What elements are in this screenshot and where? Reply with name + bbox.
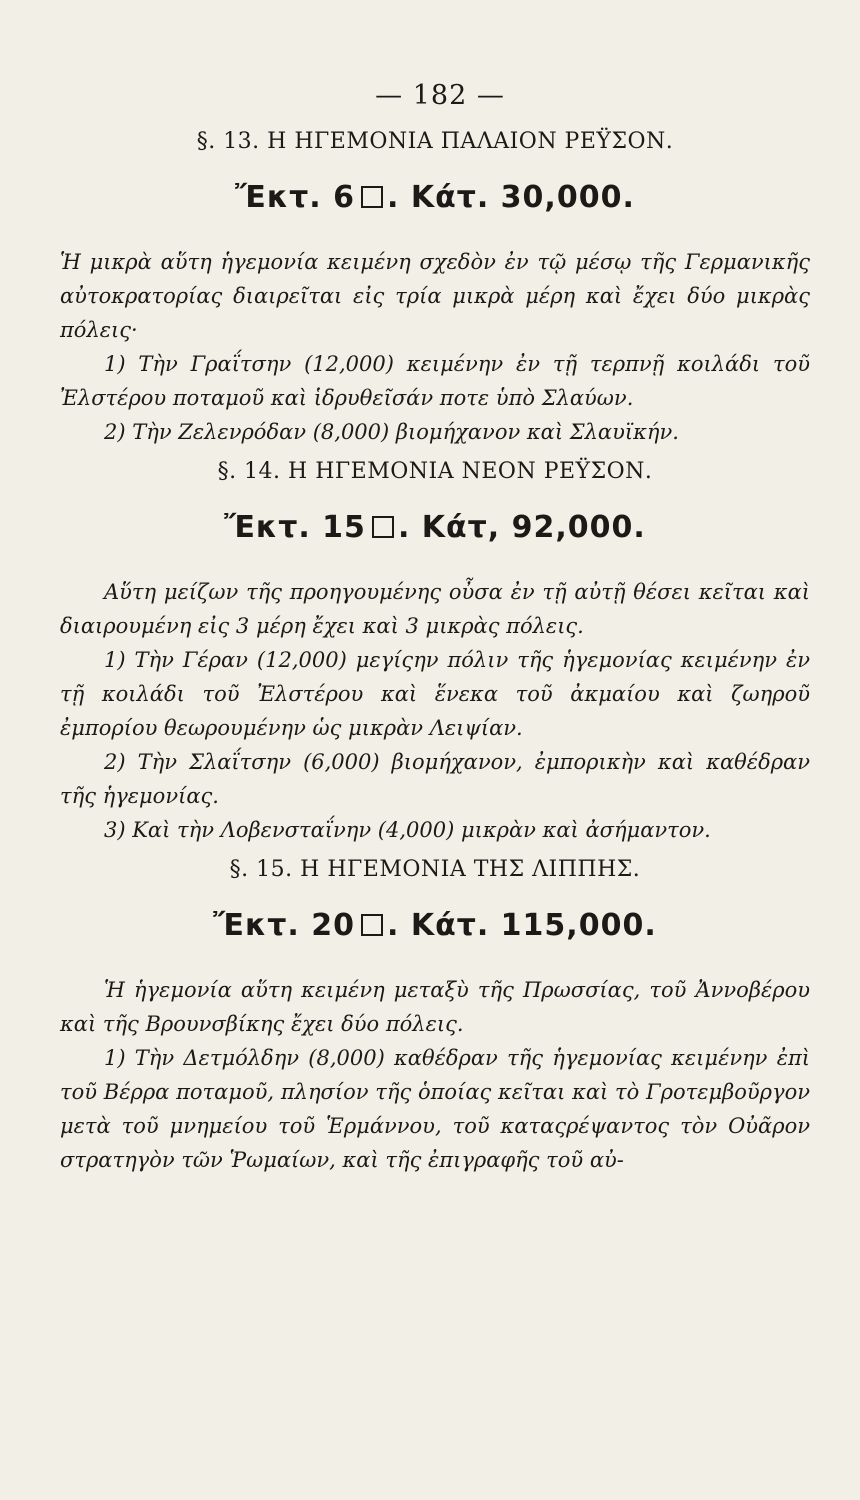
area-population-line xyxy=(60,180,810,215)
population-label: . Κάτ. 30,000. xyxy=(387,180,635,215)
area-population-line xyxy=(60,908,810,943)
paragraph: Αὕτη μείζων τῆς προηγουμένης οὖσα ἐν τῇ αὐτῇ θέσει κεῖται καὶ διαιρουμένη εἰς 3 μέρη ἔχει καὶ 3 μικρὰς πόλεις. xyxy=(60,580,810,638)
area-label: Ἔκτ. 6 xyxy=(235,180,355,215)
page-number: — 182 — xyxy=(375,80,505,111)
section-title: §. 13. Η ΗΓΕΜΟΝΙΑ ΠΑΛΑΙΟΝ ΡΕΫΣΟΝ. xyxy=(196,129,674,154)
section-15 xyxy=(60,857,810,1177)
paragraph: 2) Τὴν Σλαΐτσην (6,000) βιομήχανον, ἐμπορικὴν καὶ καθέδραν τῆς ἡγεμονίας. xyxy=(60,750,810,808)
area-label: Ἔκτ. 20 xyxy=(213,908,355,943)
area-label: Ἔκτ. 15 xyxy=(224,510,366,545)
section-title: §. 15. Η ΗΓΕΜΟΝΙΑ ΤΗΣ ΛΙΠΠΗΣ. xyxy=(229,857,641,882)
section-13 xyxy=(60,129,810,449)
section-14 xyxy=(60,459,810,847)
paragraph: 1) Τὴν Γραΐτσην (12,000) κειμένην ἐν τῇ τερπνῇ κοιλάδι τοῦ Ἐλστέρου ποταμοῦ καὶ ἱδρυθεῖσάν ποτε ὑπὸ Σλαύων. xyxy=(60,352,810,410)
paragraph: 2) Τὴν Ζελενρόδαν (8,000) βιομήχανον καὶ Σλαυϊκήν. xyxy=(104,420,679,444)
square-unit-icon xyxy=(372,516,394,538)
paragraph: 1) Τὴν Γέραν (12,000) μεγίςην πόλιν τῆς ἡγεμονίας κειμένην ἐν τῇ κοιλάδι τοῦ Ἐλστέρου καὶ ἕνεκα τοῦ ἀκμαίου καὶ ζωηροῦ ἐμπορίου θεωρουμένην ὡς μικρὰν Λειψίαν. xyxy=(60,648,810,740)
paragraph: Ἡ μικρὰ αὕτη ἡγεμονία κειμένη σχεδὸν ἐν τῷ μέσῳ τῆς Γερμανικῆς αὐτοκρατορίας διαιρεῖται εἰς τρία μικρὰ μέρη καὶ ἔχει δύο μικρὰς πόλεις· xyxy=(60,250,810,342)
paragraph: 3) Καὶ τὴν Λοβενσταΐνην (4,000) μικρὰν καὶ ἀσήμαντον. xyxy=(104,818,711,842)
paragraph: Ἡ ἡγεμονία αὕτη κειμένη μεταξὺ τῆς Πρωσσίας, τοῦ Ἀννοβέρου καὶ τῆς Βρουνσβίκης ἔχει δύο πόλεις. xyxy=(60,978,810,1036)
area-population-line xyxy=(60,510,810,545)
population-label: . Κάτ, 92,000. xyxy=(397,510,646,545)
paragraph: 1) Τὴν Δετμόλδην (8,000) καθέδραν τῆς ἡγεμονίας κειμένην ἐπὶ τοῦ Βέρρα ποταμοῦ, πλησίον τῆς ὁποίας κεῖται καὶ τὸ Γροτεμβοῦργον μετὰ τοῦ μνημείου τοῦ Ἑρμάννου, τοῦ καταςρέψαντος τὸν Οὐᾶρον στρατηγὸν τῶν Ῥωμαίων, καὶ τῆς ἐπιγραφῆς τοῦ αὐ- xyxy=(60,1046,810,1172)
section-title: §. 14. Η ΗΓΕΜΟΝΙΑ ΝΕΟΝ ΡΕΫΣΟΝ. xyxy=(217,459,653,484)
square-unit-icon xyxy=(361,186,383,208)
population-label: . Κάτ. 115,000. xyxy=(387,908,657,943)
square-unit-icon xyxy=(361,914,383,936)
